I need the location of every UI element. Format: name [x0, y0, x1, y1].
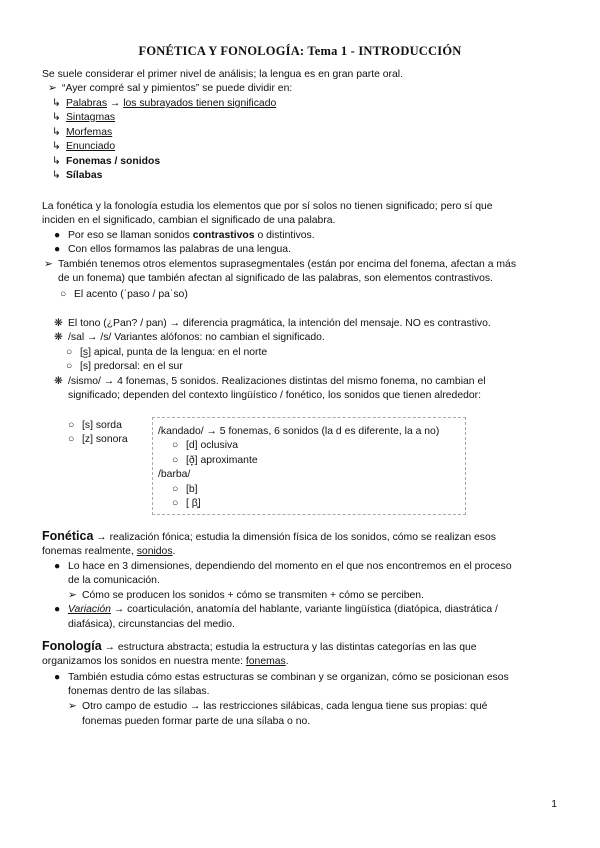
arrow-bullet-icon: ➢	[68, 701, 77, 712]
corner-arrow-icon: ↳	[52, 170, 61, 181]
fonemas-label: Fonemas / sonidos	[66, 156, 161, 167]
barba-line: /barba/	[158, 469, 191, 480]
dot-bullet-icon: ●	[54, 561, 61, 572]
fonetica-line2: fonemas realmente, sonidos.	[42, 546, 176, 557]
tono-item: ❋ El tono (¿Pan? / pan) → diferencia pragmática, la intención del mensaje. NO es contrastivo.	[54, 318, 491, 329]
supra-line1: ➢ También tenemos otros elementos suprasegmentales (están por encima del fonema, afectan a más	[44, 259, 517, 270]
variacion-line1: ● Variación → coarticulación, anatomía del hablante, variante lingüística (diatópica, diastrática /	[54, 604, 498, 615]
list-item-palabras	[52, 96, 276, 111]
arrow-bullet-icon: ➢	[44, 259, 53, 270]
bullet-contrastivos: ● Por eso se llaman sonidos contrastivos o distintivos.	[54, 230, 315, 241]
fonologia-bullet1-line2: fonemas dentro de las sílabas.	[68, 686, 210, 697]
circle-bullet-icon: ○	[68, 434, 75, 445]
fonetica-bullet1-line1: ● Lo hace en 3 dimensiones, dependiendo del momento en el que nos encontremos en el proceso	[54, 561, 512, 572]
fonologia-bullet1-line1: ● También estudia cómo estas estructuras se combinan y se organizan, cómo se posicionan esos	[54, 672, 509, 683]
ayer-text: “Ayer compré sal y pimientos” se puede dividir en:	[62, 83, 293, 94]
circle-bullet-icon: ○	[172, 484, 179, 495]
fonologia-heading: Fonología	[42, 639, 102, 653]
variacion-line2: diafásica), circunstancias del medio.	[68, 619, 235, 630]
circle-bullet-icon: ○	[66, 361, 73, 372]
fonologia-line1: Fonología → estructura abstracta; estudia la estructura y las distintas categorías en las que	[42, 639, 477, 653]
sal-item: ❋ /sal → /s/ Variantes alófonos: no cambian el significado.	[54, 332, 325, 343]
palabras-label: Palabras	[66, 98, 108, 109]
star-bullet-icon: ❋	[54, 332, 63, 343]
sismo-line1: ❋ /sismo/ → 4 fonemas, 5 sonidos. Realizaciones distintas del mismo fonema, no cambian el	[54, 376, 486, 387]
dot-bullet-icon: ●	[54, 244, 61, 255]
kandado-line: /kandado/ → 5 fonemas, 6 sonidos (la d es diferente, la a no)	[158, 426, 440, 437]
circle-bullet-icon: ○	[60, 289, 67, 300]
sonora-item: ○ [z] sonora	[68, 434, 128, 445]
intro-text: Se suele considerar el primer nivel de análisis; la lengua es en gran parte oral.	[42, 69, 403, 80]
s-apical-item: ○ [s̺] apical, punta de la lengua: en el norte	[66, 347, 268, 358]
s-predorsal-item: ○ [s] predorsal: en el sur	[66, 361, 183, 372]
sintagmas-label: Sintagmas	[66, 112, 116, 123]
page-title: FONÉTICA Y FONOLOGÍA: Tema 1 - INTRODUCCIÓN	[138, 44, 462, 58]
dot-bullet-icon: ●	[54, 672, 61, 683]
fonologia-line2: organizamos los sonidos en nuestra mente: fonemas.	[42, 656, 289, 667]
fonologia-sub-line1: ➢ Otro campo de estudio → las restricciones silábicas, cada lengua tiene sus propias: qué	[68, 701, 488, 712]
page-number: 1	[551, 799, 557, 810]
corner-arrow-icon: ↳	[52, 141, 61, 152]
fonetica-sub: ➢ Cómo se producen los sonidos + cómo se transmiten + cómo se perciben.	[68, 590, 424, 601]
sorda-item: ○ [s] sorda	[68, 420, 122, 431]
fonetica-bullet1-line2: de la comunicación.	[68, 575, 160, 586]
morfemas-label: Morfemas	[66, 127, 113, 138]
acento-item: ○ El acento (ˈpaso / paˈso)	[60, 289, 188, 300]
circle-bullet-icon: ○	[172, 498, 179, 509]
dot-bullet-icon: ●	[54, 230, 61, 241]
d-oclusiva-item: ○ [d] oclusiva	[172, 440, 238, 451]
arrow-bullet-icon: ➢	[48, 83, 57, 94]
circle-bullet-icon: ○	[68, 420, 75, 431]
b-item: ○ [b]	[172, 484, 198, 495]
arrow-bullet-icon: ➢	[68, 590, 77, 601]
star-bullet-icon: ❋	[54, 376, 63, 387]
enunciado-label: Enunciado	[66, 141, 116, 152]
para1-line2: inciden en el significado, cambian el significado de una palabra.	[42, 215, 336, 226]
circle-bullet-icon: ○	[172, 440, 179, 451]
d-aprox-item: ○ [ð̞] aproximante	[172, 455, 258, 466]
list-item-morfemas	[52, 125, 112, 140]
circle-bullet-icon: ○	[66, 347, 73, 358]
beta-item: ○ [ β̞]	[172, 498, 201, 509]
corner-arrow-icon: ↳	[52, 98, 61, 109]
list-item-enunciado	[52, 139, 115, 154]
corner-arrow-icon: ↳	[52, 156, 61, 167]
supra-line2: de un fonema) que también afectan al significado de las palabras, son elementos contrastivos.	[58, 273, 493, 284]
bullet-formamos: ● Con ellos formamos las palabras de una lengua.	[54, 244, 291, 255]
para1-line1: La fonética y la fonología estudia los elementos que por sí solos no tienen significado; pero sí que	[42, 201, 493, 212]
list-item-fonemas	[52, 154, 160, 169]
dot-bullet-icon: ●	[54, 604, 61, 615]
list-item-silabas	[52, 168, 102, 183]
fonologia-sub-line2: fonemas pueden formar parte de una sílaba o no.	[82, 716, 311, 727]
star-bullet-icon: ❋	[54, 318, 63, 329]
corner-arrow-icon: ↳	[52, 127, 61, 138]
ayer-line	[48, 81, 292, 96]
palabras-note: los subrayados tienen significado	[123, 98, 277, 109]
circle-bullet-icon: ○	[172, 455, 179, 466]
silabas-label: Sílabas	[66, 170, 103, 181]
sismo-line2: significado; dependen del contexto lingüístico / fonético, los sonidos que tienen alrededor:	[68, 390, 482, 401]
fonetica-heading: Fonética	[42, 529, 94, 543]
right-arrow-icon: →	[109, 98, 121, 109]
fonetica-line1: Fonética → realización fónica; estudia la dimensión física de los sonidos, cómo se realizan esos	[42, 529, 496, 543]
list-item-sintagmas	[52, 110, 115, 125]
corner-arrow-icon: ↳	[52, 112, 61, 123]
